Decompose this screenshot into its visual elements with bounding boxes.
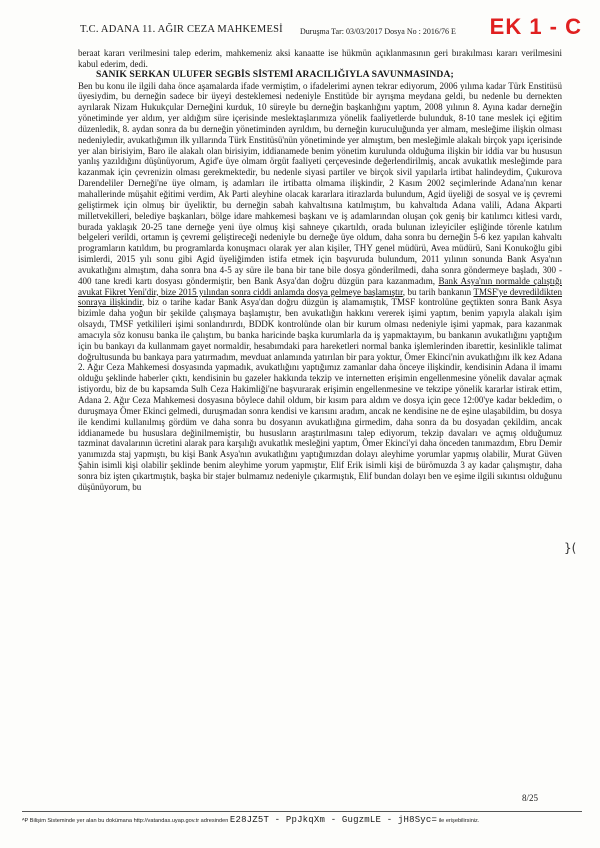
court-name: T.C. ADANA 11. AĞIR CEZA MAHKEMESİ [80, 24, 283, 35]
footer-suffix: ile erişebilirsiniz. [438, 818, 480, 824]
handwritten-margin-mark: }( [564, 541, 577, 555]
defense-text-connector: , bu tarih bankanın [402, 286, 474, 297]
page-footer [22, 811, 582, 825]
defense-paragraph [78, 81, 562, 493]
underlined-statement-1: Bank Asya'nın normalde çalıştığı avukat Fikret Yeni'dir, bize 2015 yılından sonra ciddi anlamda dosya gelmeye başlamıştır [78, 275, 562, 297]
defense-heading: SANIK SERKAN ULUFER SEGBİS SİSTEMİ ARACILIĞIYLA SAVUNMASINDA; [96, 68, 454, 80]
intro-paragraph: beraat kararı verilmesini talep ederim, mahkemeniz aksi kanaatte ise hükmün açıklanmasının geri bırakılması kararı verilmesini kabul ederim, dedi. [78, 48, 562, 69]
document-body [78, 48, 562, 493]
document-access-code: E28JZ5T - PpJkqXm - GugzmLE - jH8Syc= [229, 815, 438, 825]
underlined-statement-2: TMSF'ye devredildikten sonraya ilişkindir [78, 286, 562, 308]
annex-label: EK 1 - C [489, 14, 582, 39]
page-number: 8/25 [522, 793, 539, 803]
defense-text-part-2: , biz o tarihe kadar Bank Asya'dan doğru düzgün iş alamamıştık, TMSF kontrolüne geçtikten sonra Bank Asya bizimle daha yoğun bir şekilde çalışmaya başlamıştır, ben avukatlığın hakkını vererek işimi yaptım, benim yapıyla alakalı işim olsaydı, TMSF yetkilileri işimi sonlandırırdı, BDDK kontrolünde olan bir kurum olması nedeniyle işimi yapmak, para kazanmak amacıyla söz konusu banka ile çalıştım, bu banka haricinde başka kurumlarla da iş yapmaktayım, bu bankanın avukatlığını yaptığım için bu bankayı da kullanmam gayet normaldir, hesabımdaki para hareketleri normal banka işlemlerinden ibarettir, kesinlikle talimat doğrultusunda bu bankaya para yatırmadım, mevduat anlamında yatırılan bir para yoktur, Ömer Ekinci'nin avukatlığını ilk kez Adana 2. Ağır Ceza Mahkemesi dosyasında yapmadık, avukatlığını yaptığımız zamanlar daha önceye ilişkindir, kendisinin Adana il imamı olduğu şeklinde haberler çıktı, kendisinin bu gazeler hakkında tekzip ve internetten erişimin engellenmesine yönelik davalar açmak istiyordu, biz de bu kapsamda Sulh Ceza Hakimliği'ne başvurarak erişimin engellenmesine ve tekzipe yönelik kararlar istirak ettim, Adana 2. Ağır Ceza Mahkemesi dosyasına böylece dahil oldum, bir kısım para aldım ve dosya için gece 12:00'ye kadar bekledim, o duruşmaya Ömer Ekinci gelmedi, duruşmadan sonra kendisi ve karısını aradım, ancak ne kendisine ne de eşine ulaşabildim, bu dosya ile kendimi kullanılmış gördüm ve daha sonra bu dosyanın avukatlığına girmedim, daha sonra da bu dosyadan çekildim, ancak iddianamede bu hususlara değinilmemiştir, bu hususların araştırılmasını talep ediyorum, tekzip davaları ve açmış olduğumuz tazminat davalarının ücretini alarak para karşılığı avukatlık mesleğini yaptım, Ömer Ekinci'yi daha önceden tanımazdım, Ebru Demir yanımızda staj yapmıştı, bu kişi Bank Asya'nın avukatlığını yaptığımızdan dolayı aleyhime yorumlar yapmış olabilir, Murat Güven Şahin isimli kişi olabilir şeklinde benim aleyhime yorum yapmıştır, Elif Erik isimli kişi de bürömuzda 3 ay kadar çalışmıştır, daha sonra biz işten çıkartmıştık, başka bir stajer bulmamız nedeniyle çıkarmıştık, Elif bundan dolayı ben ve eşime ilgili sıkıntısı olduğunu düşünüyorum, bu [78, 297, 562, 492]
defense-text-part-1: Ben bu konu ile ilgili daha önce aşamalarda ifade vermiştim, o ifadelerimi aynen tekrar ediyorum, 2006 yılıma kadar Türk Enstitüsü üyesiydim, bu derneğin sadece bir üyeyi desteklemesi nedeniyle Enstitüde bir ayrışma meydana geldi, bu nedenle bu dernekten ayrılarak Nizam Hukukçular Derneğini kurduk, 10 süreyle bu derneğin başkanlığını yaptım, 2008 yılının 8. Ayına kadar derneğin yönetiminde yer aldım, yer aldığım süre içerisinde meslektaşlarımıza yönelik faaliyetlerde bulunduk, 8-10 tane meslek içi eğitim düzenledik, 8. aydan sonra da bu derneğin yönetiminden ayrıldım, bu derneğin kuruculuğunda yer almam, mesleğime ilişkin olması nedeniyledir, avukatlığımın ilk yıllarında Türk Enstitüsü'nün yönetiminde yer almıştım, ben mesleğimle alakalı birçok yapı içerisinde yer alan birisiyim, Baro ile alakalı olan birisiyim, iddianamede benim yönetim kurulunda olduğuma ilişkin bir iddia var bu hususun yanlış yazıldığını düşünüyorum, Agid'e üye olmam örgüt faaliyeti çerçevesinde değerlendirilmiş, ancak avukatlık mesleğimde para kazanmak için çevrenizin olması gerekmektedir, bu nedenle siyasi partiler ve birçok sivil yapılarla irtibat halindeydim, Çukurova Darendeliler Derneği'ne üye olmam, iş adamları ile irtibatta olmama ilişkindir, 2 Kasım 2002 seçimlerinde Adana'nın kenar mahallerinde müşahit eğitimi verdim, Ak Parti aleyhine olacak kararlara itirazlarda bulundum, Agid üyeliği de sosyal ve iş çevremi geliştirmek için olmuş bir üyeliktir, bu derneğin sabah kahvaltısına katılmıştım, bu kahvaltıda Adana valili, Adana Akparti milletvekilleri, belediye başkanları, bölge idare mahkemesi başkanı ve iş adamlarından oluşan çok geniş bir katılımcı kitlesi vardı, burada yaklaşık 20-25 tane derneğe yeni üye olmuş kişi sahneye çıkartıldı, orada bulunan izleyiciler eşliğinde törenle katılım belgeleri verildi, ortamın iş çevremi geliştireceği nedeniyle bu derneğe üye oldum, daha sonra bu derneğin 5-6 kez yapılan kahvaltı programların katıldım, bu programlarda konuşmacı olarak yer alan kişiler, THY genel müdürü, Avea müdürü, Sani Konukoğlu gibi isimlerdi, 2015 yılı sonu gibi Agid üyeliğimden istifa etmek için başvuruda bulundum, 2011 yılının sonunda Bank Asya'nın avukatlığını almıştım, daha sonra bna 4-5 ay süre ile bana bir tane bile dosya gönderilmedi, daha sonra göndermeye başladı, 300 - 400 tane kredi kartı dosyası göndermiştir, ben Bank Asya'dan doğru düzgün para kazanmadım, [78, 80, 562, 286]
page-header [80, 24, 470, 42]
hearing-meta: Duruşma Tar: 03/03/2017 Dosya No : 2016/76 E [300, 27, 456, 36]
footer-prefix: ᴬP Bilişim Sisteminde yer alan bu dokümana http://vatandas.uyap.gov.tr adresinden [22, 818, 229, 824]
